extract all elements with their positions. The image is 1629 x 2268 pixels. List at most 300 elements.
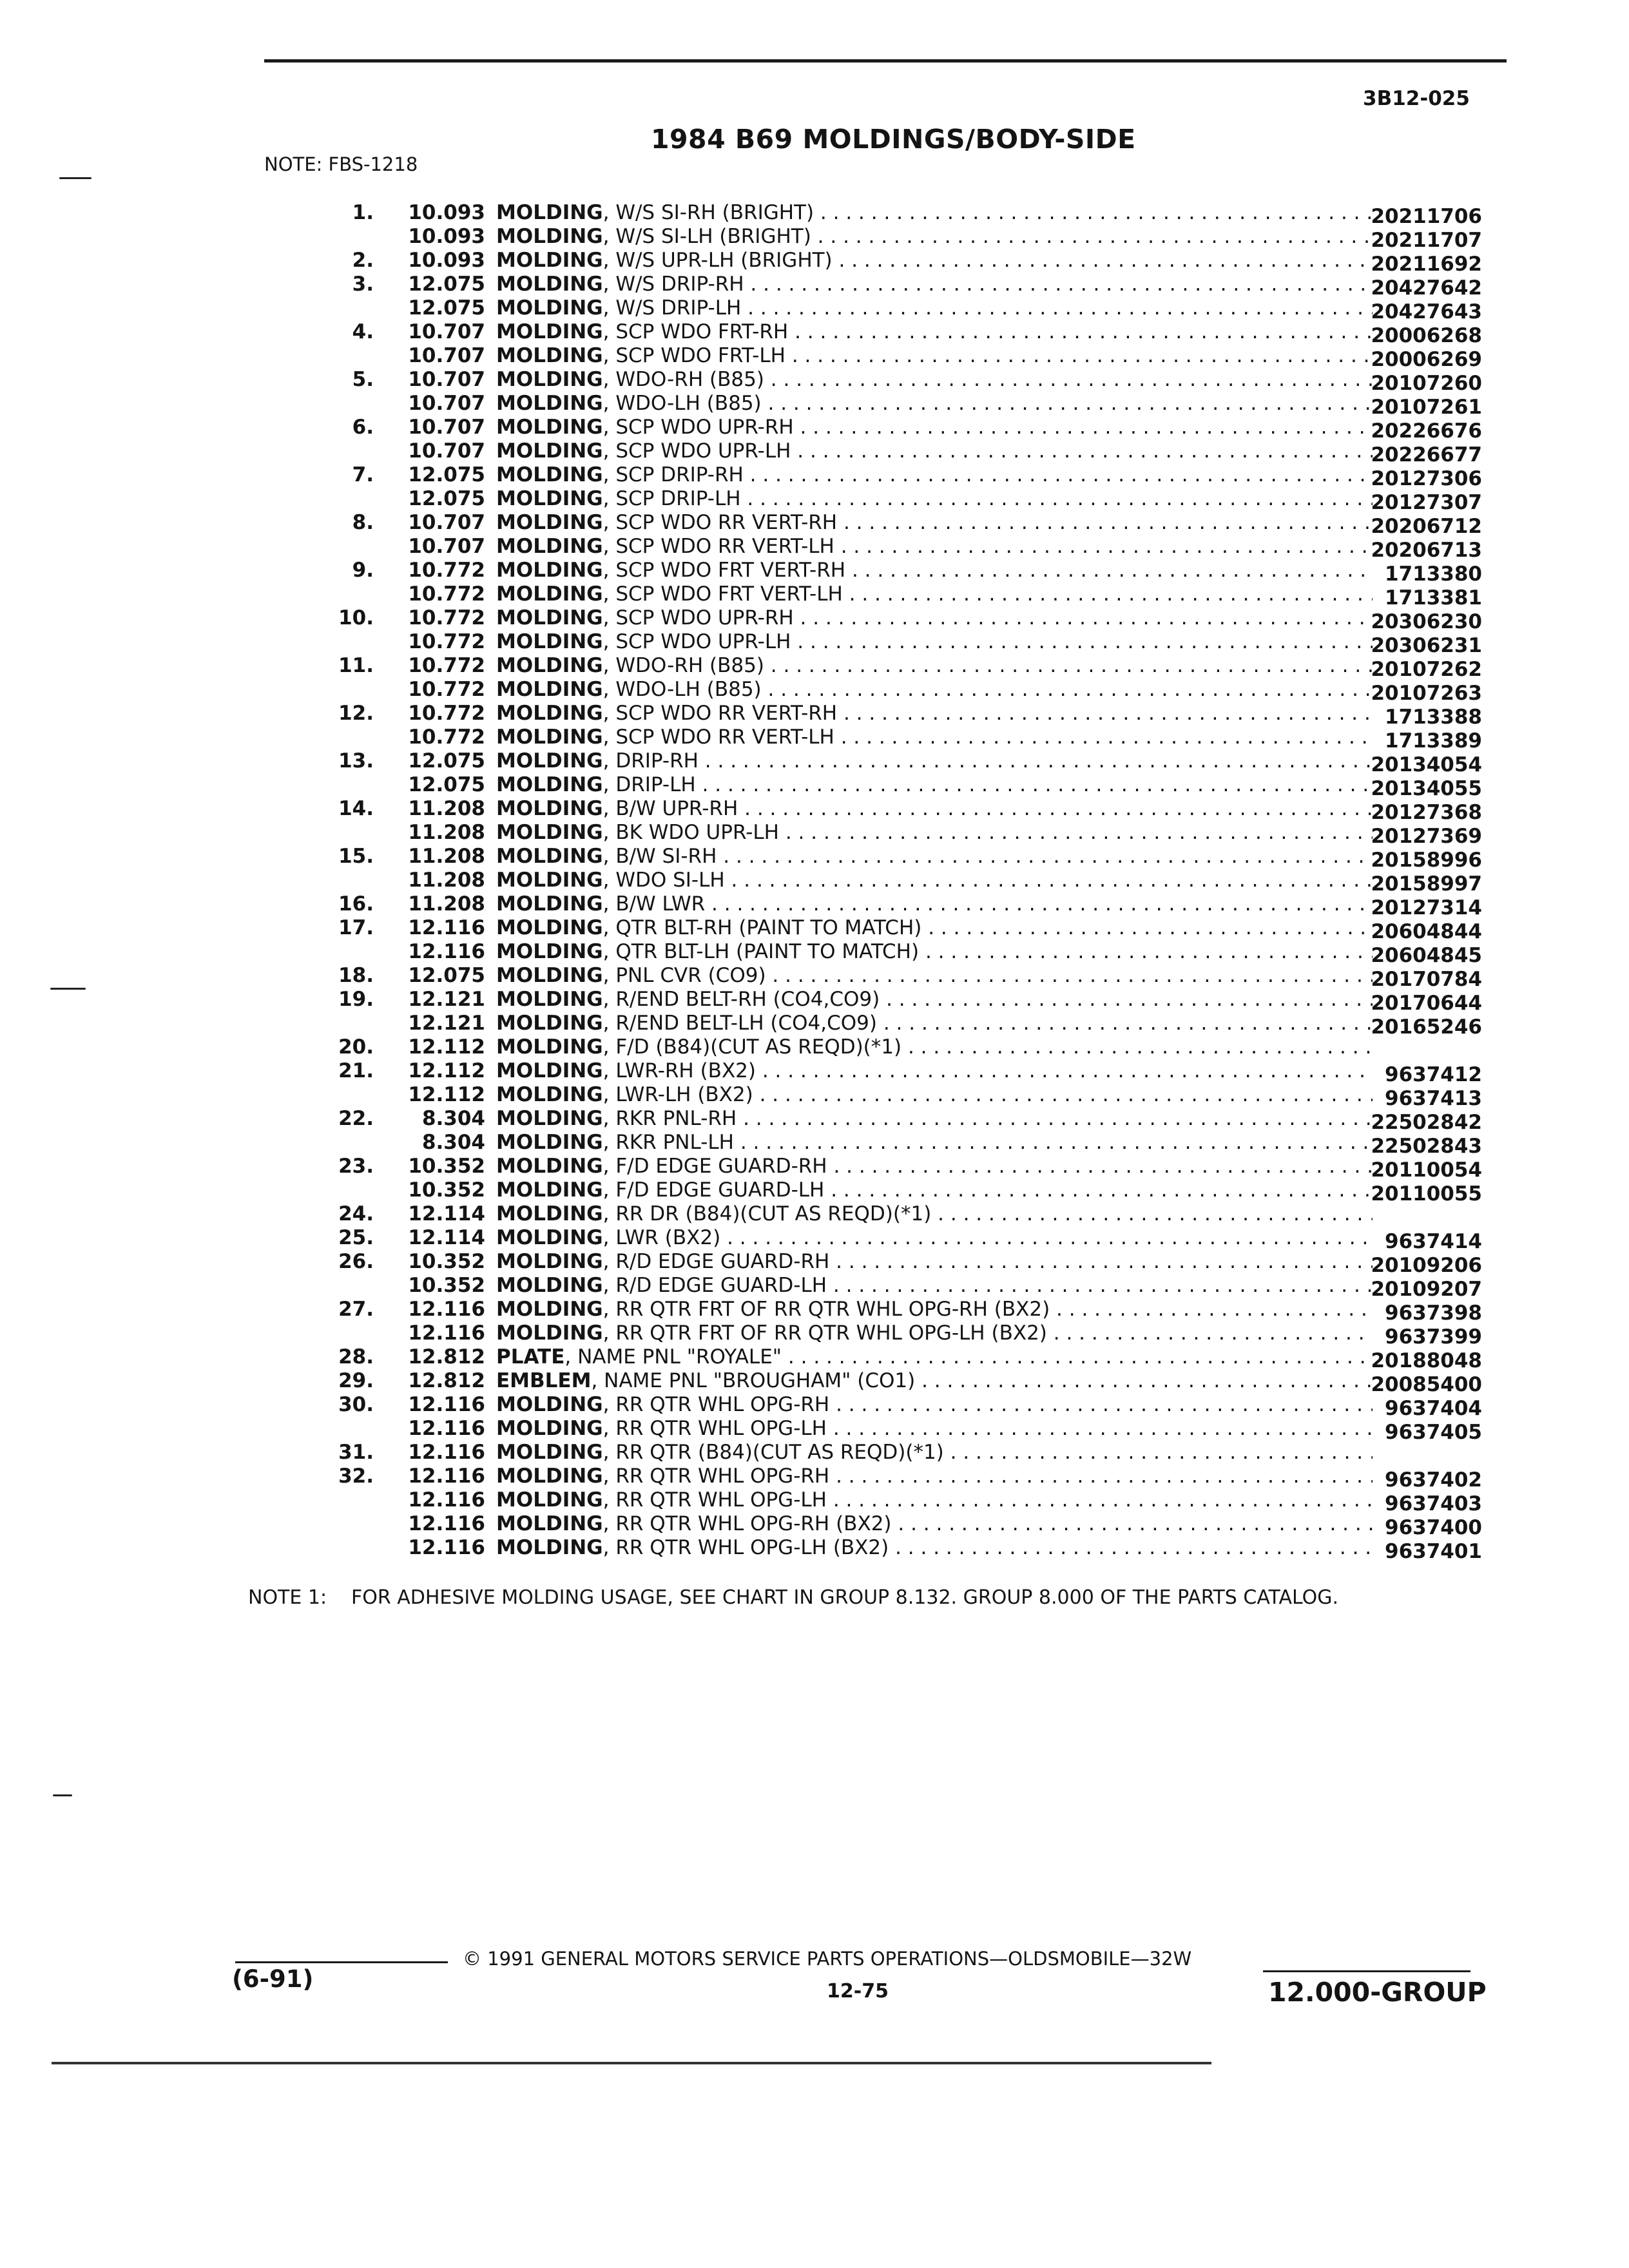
part-number: 9637414 bbox=[1385, 1230, 1482, 1253]
part-name: MOLDING bbox=[496, 1274, 603, 1297]
part-name: MOLDING bbox=[496, 1131, 603, 1154]
part-row bbox=[303, 940, 1495, 967]
part-name: MOLDING bbox=[496, 749, 603, 773]
group-number: 10.352 bbox=[408, 1250, 485, 1273]
part-row bbox=[303, 821, 1495, 848]
part-detail: , SCP WDO UPR-LH bbox=[602, 630, 791, 653]
part-row bbox=[303, 1059, 1495, 1086]
part-detail: , SCP WDO RR VERT-LH bbox=[602, 726, 834, 749]
part-detail: , R/D EDGE GUARD-LH bbox=[602, 1274, 827, 1297]
part-description bbox=[496, 1536, 1373, 1559]
part-detail: , F/D EDGE GUARD-RH bbox=[602, 1155, 827, 1178]
group-number: 12.114 bbox=[408, 1202, 485, 1225]
part-detail: , WDO-RH (B85) bbox=[602, 368, 764, 391]
part-name: MOLDING bbox=[496, 916, 603, 939]
item-number: 24. bbox=[338, 1202, 374, 1225]
part-description bbox=[496, 773, 1373, 796]
item-number: 7. bbox=[352, 463, 374, 486]
part-detail: , SCP WDO FRT VERT-LH bbox=[602, 582, 843, 606]
item-number: 22. bbox=[338, 1107, 374, 1130]
part-detail: , PNL CVR (CO9) bbox=[602, 964, 766, 987]
part-number: 20226677 bbox=[1371, 443, 1482, 466]
header-code: 3B12-025 bbox=[1363, 87, 1470, 110]
item-number: 10. bbox=[338, 606, 374, 629]
part-description bbox=[496, 797, 1373, 820]
part-detail: , WDO-LH (B85) bbox=[602, 392, 762, 415]
part-number: 9637404 bbox=[1385, 1397, 1482, 1420]
group-number: 11.208 bbox=[408, 892, 485, 916]
part-name: MOLDING bbox=[496, 368, 603, 391]
part-name: MOLDING bbox=[496, 869, 603, 892]
part-row bbox=[303, 1155, 1495, 1182]
part-name: MOLDING bbox=[496, 296, 603, 320]
part-row bbox=[303, 845, 1495, 872]
group-number: 12.075 bbox=[408, 296, 485, 320]
part-detail: , SCP WDO FRT-LH bbox=[602, 344, 786, 367]
part-row bbox=[303, 1369, 1495, 1396]
group-number: 10.093 bbox=[408, 201, 485, 224]
group-number: 10.772 bbox=[408, 559, 485, 582]
part-row bbox=[303, 225, 1495, 252]
group-number: 10.707 bbox=[408, 320, 485, 343]
part-number: 20226676 bbox=[1371, 419, 1482, 443]
part-name: MOLDING bbox=[496, 1012, 603, 1035]
part-description bbox=[496, 225, 1373, 248]
part-detail: , RR QTR WHL OPG-LH bbox=[602, 1488, 827, 1512]
part-number: 20134055 bbox=[1371, 777, 1482, 800]
part-detail: , W/S DRIP-LH bbox=[602, 296, 742, 320]
part-number: 20158996 bbox=[1371, 849, 1482, 872]
part-detail: , B/W SI-RH bbox=[602, 845, 717, 868]
part-number: 20211707 bbox=[1371, 229, 1482, 252]
part-description bbox=[496, 845, 1373, 868]
part-row bbox=[303, 487, 1495, 514]
part-row bbox=[303, 1298, 1495, 1325]
group-number: 12.075 bbox=[408, 487, 485, 510]
item-number: 4. bbox=[352, 320, 374, 343]
part-row bbox=[303, 702, 1495, 729]
part-number: 20107260 bbox=[1371, 372, 1482, 395]
part-detail: , LWR (BX2) bbox=[602, 1226, 721, 1249]
part-number: 20427642 bbox=[1371, 276, 1482, 300]
item-number: 15. bbox=[338, 845, 374, 868]
parts-list bbox=[303, 201, 1495, 1563]
part-description bbox=[496, 916, 1373, 939]
part-detail: , W/S SI-LH (BRIGHT) bbox=[602, 225, 811, 248]
group-number: 10.772 bbox=[408, 654, 485, 677]
footer-page-number: 12-75 bbox=[827, 1980, 889, 2003]
part-detail: , SCP WDO FRT VERT-RH bbox=[602, 559, 846, 582]
part-name: MOLDING bbox=[496, 606, 603, 629]
group-number: 8.304 bbox=[421, 1107, 485, 1130]
part-description bbox=[496, 1321, 1373, 1345]
part-detail: , RR QTR FRT OF RR QTR WHL OPG-RH (BX2) bbox=[602, 1298, 1050, 1321]
group-number: 12.114 bbox=[408, 1226, 485, 1249]
part-detail: , RR QTR WHL OPG-RH (BX2) bbox=[602, 1512, 892, 1535]
part-description bbox=[496, 416, 1373, 439]
item-number: 29. bbox=[338, 1369, 374, 1392]
part-description bbox=[496, 1035, 1373, 1059]
group-number: 10.772 bbox=[408, 630, 485, 653]
note-text: FOR ADHESIVE MOLDING USAGE, SEE CHART IN GROUP 8.132. GROUP 8.000 OF THE PARTS CATALOG. bbox=[351, 1586, 1339, 1609]
item-number: 13. bbox=[338, 749, 374, 773]
part-description bbox=[496, 1107, 1373, 1130]
part-description bbox=[496, 1202, 1373, 1225]
part-description bbox=[496, 749, 1373, 773]
part-row bbox=[303, 1417, 1495, 1444]
part-detail: , SCP WDO UPR-LH bbox=[602, 439, 791, 463]
part-name: MOLDING bbox=[496, 1155, 603, 1178]
part-name: MOLDING bbox=[496, 988, 603, 1011]
part-name: MOLDING bbox=[496, 1298, 603, 1321]
part-row bbox=[303, 1035, 1495, 1059]
part-name: MOLDING bbox=[496, 1536, 603, 1559]
part-description bbox=[496, 678, 1373, 701]
part-number: 9637400 bbox=[1385, 1516, 1482, 1539]
part-row bbox=[303, 988, 1495, 1015]
part-row bbox=[303, 869, 1495, 896]
part-detail: , F/D EDGE GUARD-LH bbox=[602, 1178, 825, 1202]
part-detail: , RR QTR (B84)(CUT AS REQD)(*1) bbox=[602, 1441, 944, 1464]
part-row bbox=[303, 892, 1495, 919]
part-description bbox=[496, 821, 1373, 844]
item-number: 11. bbox=[338, 654, 374, 677]
margin-mark bbox=[59, 177, 92, 179]
part-row bbox=[303, 320, 1495, 347]
part-description bbox=[496, 1488, 1373, 1512]
part-description bbox=[496, 1369, 1373, 1392]
item-number: 2. bbox=[352, 249, 374, 272]
part-detail: , LWR-LH (BX2) bbox=[602, 1083, 753, 1106]
part-detail: , LWR-RH (BX2) bbox=[602, 1059, 756, 1082]
group-number: 11.208 bbox=[408, 821, 485, 844]
item-number: 16. bbox=[338, 892, 374, 916]
part-name: MOLDING bbox=[496, 940, 603, 963]
item-number: 6. bbox=[352, 416, 374, 439]
part-description bbox=[496, 1441, 1373, 1464]
part-detail: , W/S UPR-LH (BRIGHT) bbox=[602, 249, 833, 272]
part-description bbox=[496, 1250, 1373, 1273]
part-description bbox=[496, 606, 1373, 629]
part-name: MOLDING bbox=[496, 463, 603, 486]
part-name: MOLDING bbox=[496, 1250, 603, 1273]
part-name: MOLDING bbox=[496, 273, 603, 296]
part-name: MOLDING bbox=[496, 535, 603, 558]
part-name: MOLDING bbox=[496, 702, 603, 725]
part-row bbox=[303, 1250, 1495, 1277]
part-name: MOLDING bbox=[496, 1488, 603, 1512]
part-detail: , SCP DRIP-LH bbox=[602, 487, 741, 510]
item-number: 30. bbox=[338, 1393, 374, 1416]
part-number: 20127368 bbox=[1371, 801, 1482, 824]
part-number: 20127314 bbox=[1371, 896, 1482, 919]
part-detail: , SCP WDO RR VERT-RH bbox=[602, 511, 838, 534]
part-detail: , WDO-RH (B85) bbox=[602, 654, 764, 677]
group-number: 10.772 bbox=[408, 702, 485, 725]
note-label: NOTE 1: bbox=[248, 1586, 327, 1609]
part-detail: , SCP WDO RR VERT-RH bbox=[602, 702, 838, 725]
group-number: 10.707 bbox=[408, 439, 485, 463]
group-number: 8.304 bbox=[421, 1131, 485, 1154]
group-number: 12.116 bbox=[408, 940, 485, 963]
part-name: MOLDING bbox=[496, 249, 603, 272]
group-number: 12.121 bbox=[408, 988, 485, 1011]
group-number: 10.352 bbox=[408, 1274, 485, 1297]
part-row bbox=[303, 511, 1495, 538]
part-detail: , SCP WDO UPR-RH bbox=[602, 606, 794, 629]
item-number: 17. bbox=[338, 916, 374, 939]
group-number: 12.116 bbox=[408, 916, 485, 939]
part-row bbox=[303, 416, 1495, 443]
group-number: 12.116 bbox=[408, 1488, 485, 1512]
part-number: 20127306 bbox=[1371, 467, 1482, 490]
part-name: MOLDING bbox=[496, 1512, 603, 1535]
part-row bbox=[303, 1178, 1495, 1206]
part-description bbox=[496, 1345, 1373, 1369]
item-number: 12. bbox=[338, 702, 374, 725]
group-number: 12.116 bbox=[408, 1536, 485, 1559]
part-name: MOLDING bbox=[496, 821, 603, 844]
part-name: MOLDING bbox=[496, 320, 603, 343]
part-detail: , B/W LWR bbox=[602, 892, 706, 916]
part-row bbox=[303, 630, 1495, 657]
part-detail: , RR QTR WHL OPG-RH bbox=[602, 1393, 830, 1416]
part-row bbox=[303, 1107, 1495, 1134]
footer-copyright: © 1991 GENERAL MOTORS SERVICE PARTS OPERATIONS—OLDSMOBILE—32W bbox=[463, 1948, 1192, 1970]
part-row bbox=[303, 1131, 1495, 1158]
part-description bbox=[496, 1131, 1373, 1154]
part-detail: , RR QTR WHL OPG-LH bbox=[602, 1417, 827, 1440]
part-name: MOLDING bbox=[496, 559, 603, 582]
group-number: 12.116 bbox=[408, 1321, 485, 1345]
part-detail: , QTR BLT-RH (PAINT TO MATCH) bbox=[602, 916, 922, 939]
part-description bbox=[496, 368, 1373, 391]
part-row bbox=[303, 1226, 1495, 1253]
part-number: 20170784 bbox=[1371, 968, 1482, 991]
part-name: MOLDING bbox=[496, 892, 603, 916]
part-row bbox=[303, 1202, 1495, 1226]
part-number: 20206712 bbox=[1371, 515, 1482, 538]
footer-group: 12.000-GROUP bbox=[1268, 1977, 1487, 2008]
part-name: MOLDING bbox=[496, 392, 603, 415]
part-number: 9637403 bbox=[1385, 1492, 1482, 1515]
group-number: 12.075 bbox=[408, 773, 485, 796]
margin-mark bbox=[53, 1794, 72, 1796]
part-row bbox=[303, 273, 1495, 300]
part-description bbox=[496, 273, 1373, 296]
part-row bbox=[303, 582, 1495, 610]
group-number: 12.812 bbox=[408, 1369, 485, 1392]
part-row bbox=[303, 1393, 1495, 1420]
part-description bbox=[496, 535, 1373, 558]
part-description bbox=[496, 1059, 1373, 1082]
part-number: 20604844 bbox=[1371, 920, 1482, 943]
part-description bbox=[496, 487, 1373, 510]
margin-mark bbox=[50, 988, 86, 990]
part-description bbox=[496, 964, 1373, 987]
part-row bbox=[303, 916, 1495, 943]
part-detail: , WDO-LH (B85) bbox=[602, 678, 762, 701]
group-number: 10.707 bbox=[408, 535, 485, 558]
part-number: 22502842 bbox=[1371, 1111, 1482, 1134]
group-number: 10.772 bbox=[408, 678, 485, 701]
part-detail: , BK WDO UPR-LH bbox=[602, 821, 779, 844]
part-detail: , SCP WDO UPR-RH bbox=[602, 416, 794, 439]
part-detail: , WDO SI-LH bbox=[602, 869, 725, 892]
part-description bbox=[496, 344, 1373, 367]
part-name: EMBLEM bbox=[496, 1369, 592, 1392]
part-number: 1713381 bbox=[1385, 586, 1482, 610]
part-description bbox=[496, 1226, 1373, 1249]
part-row bbox=[303, 654, 1495, 681]
part-name: MOLDING bbox=[496, 1107, 603, 1130]
part-description bbox=[496, 201, 1373, 224]
item-number: 18. bbox=[338, 964, 374, 987]
group-number: 10.093 bbox=[408, 249, 485, 272]
part-row bbox=[303, 296, 1495, 323]
part-row bbox=[303, 1441, 1495, 1465]
part-name: MOLDING bbox=[496, 1059, 603, 1082]
part-description bbox=[496, 1512, 1373, 1535]
part-number: 20604845 bbox=[1371, 944, 1482, 967]
group-number: 10.707 bbox=[408, 344, 485, 367]
part-detail: , DRIP-RH bbox=[602, 749, 699, 773]
group-number: 11.208 bbox=[408, 869, 485, 892]
part-name: MOLDING bbox=[496, 678, 603, 701]
part-description bbox=[496, 630, 1373, 653]
item-number: 9. bbox=[352, 559, 374, 582]
part-name: MOLDING bbox=[496, 1035, 603, 1059]
part-row bbox=[303, 1512, 1495, 1539]
item-number: 31. bbox=[338, 1441, 374, 1464]
part-detail: , NAME PNL "ROYALE" bbox=[564, 1345, 782, 1369]
part-description bbox=[496, 320, 1373, 343]
part-name: MOLDING bbox=[496, 416, 603, 439]
part-row bbox=[303, 1465, 1495, 1492]
part-row bbox=[303, 606, 1495, 633]
part-description bbox=[496, 1155, 1373, 1178]
part-detail: , RR QTR WHL OPG-LH (BX2) bbox=[602, 1536, 889, 1559]
part-row bbox=[303, 1321, 1495, 1349]
part-row bbox=[303, 1345, 1495, 1372]
part-description bbox=[496, 439, 1373, 463]
part-number: 9637401 bbox=[1385, 1540, 1482, 1563]
part-description bbox=[496, 1083, 1373, 1106]
part-name: MOLDING bbox=[496, 630, 603, 653]
part-number: 20158997 bbox=[1371, 872, 1482, 896]
item-number: 5. bbox=[352, 368, 374, 391]
item-number: 23. bbox=[338, 1155, 374, 1178]
group-number: 12.116 bbox=[408, 1512, 485, 1535]
part-row bbox=[303, 964, 1495, 991]
part-number: 1713380 bbox=[1385, 562, 1482, 586]
part-name: MOLDING bbox=[496, 1465, 603, 1488]
part-detail: , W/S SI-RH (BRIGHT) bbox=[602, 201, 815, 224]
group-number: 11.208 bbox=[408, 845, 485, 868]
part-description bbox=[496, 1417, 1373, 1440]
part-description bbox=[496, 654, 1373, 677]
part-number: 22502843 bbox=[1371, 1135, 1482, 1158]
part-row bbox=[303, 1536, 1495, 1563]
part-description bbox=[496, 1012, 1373, 1035]
part-number: 20127307 bbox=[1371, 491, 1482, 514]
part-row bbox=[303, 463, 1495, 490]
part-name: MOLDING bbox=[496, 487, 603, 510]
part-detail: , QTR BLT-LH (PAINT TO MATCH) bbox=[602, 940, 920, 963]
part-number: 20211692 bbox=[1371, 253, 1482, 276]
part-description bbox=[496, 249, 1373, 272]
item-number: 32. bbox=[338, 1465, 374, 1488]
part-name: MOLDING bbox=[496, 845, 603, 868]
part-detail: , B/W UPR-RH bbox=[602, 797, 738, 820]
group-number: 10.772 bbox=[408, 582, 485, 606]
part-description bbox=[496, 463, 1373, 486]
part-name: MOLDING bbox=[496, 1178, 603, 1202]
part-number: 20206713 bbox=[1371, 539, 1482, 562]
part-row bbox=[303, 1012, 1495, 1039]
part-number: 1713388 bbox=[1385, 706, 1482, 729]
part-row bbox=[303, 749, 1495, 776]
part-number: 20165246 bbox=[1371, 1015, 1482, 1039]
part-row bbox=[303, 1274, 1495, 1301]
group-number: 12.112 bbox=[408, 1035, 485, 1059]
item-number: 8. bbox=[352, 511, 374, 534]
part-number: 20085400 bbox=[1371, 1373, 1482, 1396]
part-name: PLATE bbox=[496, 1345, 565, 1369]
part-detail: , RR DR (B84)(CUT AS REQD)(*1) bbox=[602, 1202, 932, 1225]
part-description bbox=[496, 392, 1373, 415]
group-number: 12.812 bbox=[408, 1345, 485, 1369]
group-number: 12.112 bbox=[408, 1059, 485, 1082]
part-detail: , SCP WDO FRT-RH bbox=[602, 320, 789, 343]
part-detail: , R/D EDGE GUARD-RH bbox=[602, 1250, 830, 1273]
part-detail: , F/D (B84)(CUT AS REQD)(*1) bbox=[602, 1035, 902, 1059]
part-row bbox=[303, 559, 1495, 586]
part-name: MOLDING bbox=[496, 511, 603, 534]
group-number: 10.093 bbox=[408, 225, 485, 248]
part-number: 20006268 bbox=[1371, 324, 1482, 347]
part-number: 20427643 bbox=[1371, 300, 1482, 323]
group-number: 12.075 bbox=[408, 463, 485, 486]
item-number: 25. bbox=[338, 1226, 374, 1249]
part-name: MOLDING bbox=[496, 797, 603, 820]
group-number: 10.352 bbox=[408, 1155, 485, 1178]
part-name: MOLDING bbox=[496, 344, 603, 367]
part-detail: , SCP WDO RR VERT-LH bbox=[602, 535, 834, 558]
part-description bbox=[496, 1298, 1373, 1321]
part-detail: , RR QTR FRT OF RR QTR WHL OPG-LH (BX2) bbox=[602, 1321, 1047, 1345]
part-description bbox=[496, 702, 1373, 725]
part-name: MOLDING bbox=[496, 225, 603, 248]
part-row bbox=[303, 1488, 1495, 1515]
part-number: 20110054 bbox=[1371, 1158, 1482, 1182]
part-number: 20107263 bbox=[1371, 682, 1482, 705]
part-detail: , R/END BELT-RH (CO4,CO9) bbox=[602, 988, 880, 1011]
part-number: 9637405 bbox=[1385, 1421, 1482, 1444]
part-detail: , R/END BELT-LH (CO4,CO9) bbox=[602, 1012, 877, 1035]
group-number: 12.121 bbox=[408, 1012, 485, 1035]
part-detail: , NAME PNL "BROUGHAM" (CO1) bbox=[591, 1369, 916, 1392]
item-number: 27. bbox=[338, 1298, 374, 1321]
part-row bbox=[303, 678, 1495, 705]
part-description bbox=[496, 1274, 1373, 1297]
part-name: MOLDING bbox=[496, 1441, 603, 1464]
part-number: 20188048 bbox=[1371, 1349, 1482, 1372]
part-number: 20110055 bbox=[1371, 1182, 1482, 1206]
top-rule bbox=[264, 59, 1507, 62]
part-row bbox=[303, 201, 1495, 228]
part-number: 9637399 bbox=[1385, 1325, 1482, 1349]
